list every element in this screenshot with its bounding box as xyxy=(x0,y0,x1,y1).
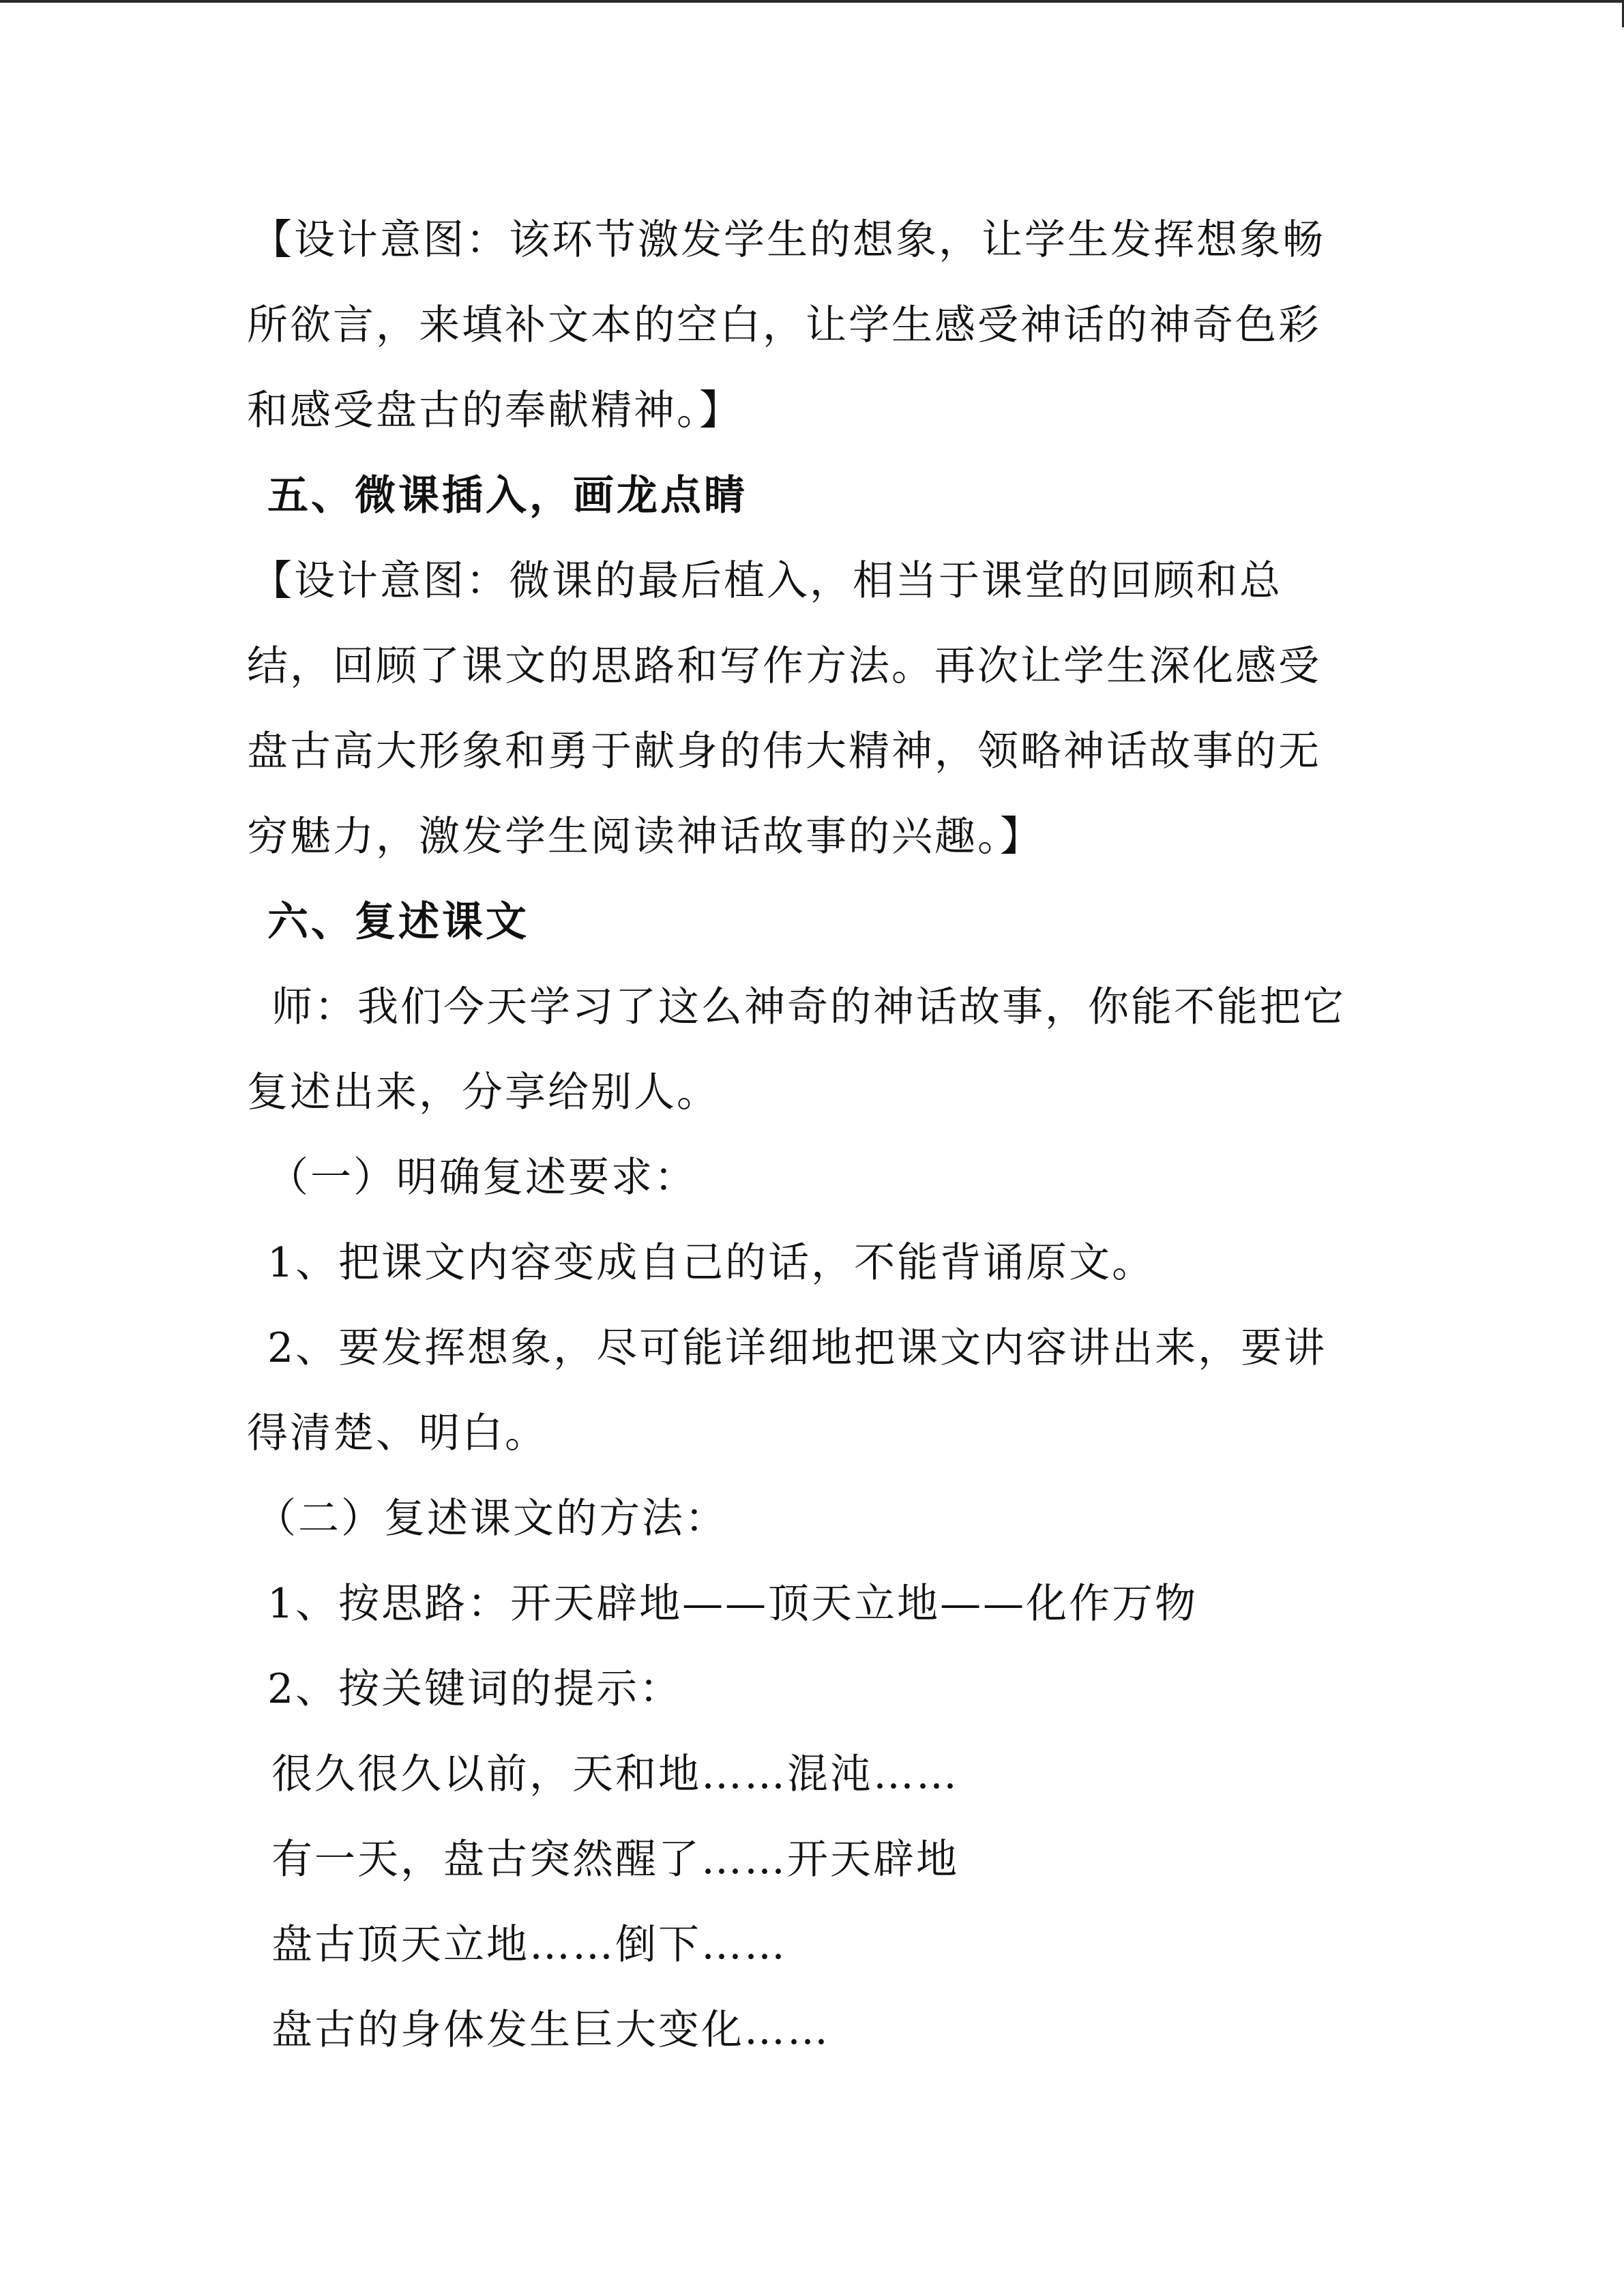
requirement-item-2-line-1: 2、要发挥想象，尽可能详细地把课文内容讲出来，要讲 xyxy=(267,1324,1327,1372)
keyword-prompt-2: 有一天，盘古突然醒了……开天辟地 xyxy=(271,1836,959,1883)
method-item-1: 1、按思路：开天辟地——顶天立地——化作万物 xyxy=(267,1580,1198,1628)
subsection-1-title: （一）明确复述要求： xyxy=(267,1154,697,1202)
keyword-prompt-4: 盘古的身体发生巨大变化…… xyxy=(271,2006,830,2054)
subsection-2-title: （二）复述课文的方法： xyxy=(255,1495,728,1542)
design-intent-paragraph-2-line-2: 结，回顾了课文的思路和写作方法。再次让学生深化感受 xyxy=(247,642,1321,690)
design-intent-paragraph-2-line-3: 盘古高大形象和勇于献身的伟大精神，领略神话故事的无 xyxy=(247,728,1321,775)
design-intent-paragraph-2-line-1: 【设计意图：微课的最后植入，相当于课堂的回顾和总 xyxy=(251,557,1282,605)
section-heading-5: 五、微课插入，画龙点睛 xyxy=(267,472,748,520)
keyword-prompt-1: 很久很久以前，天和地……混沌…… xyxy=(271,1750,959,1798)
design-intent-paragraph-1-line-3: 和感受盘古的奉献精神。】 xyxy=(247,387,742,434)
keyword-prompt-3: 盘古顶天立地……倒下…… xyxy=(271,1921,787,1969)
requirement-item-2-line-2: 得清楚、明白。 xyxy=(247,1410,548,1457)
method-item-2: 2、按关键词的提示： xyxy=(267,1665,683,1713)
design-intent-paragraph-2-line-4: 穷魅力，激发学生阅读神话故事的兴趣。】 xyxy=(247,813,1043,861)
design-intent-paragraph-1-line-2: 所欲言，来填补文本的空白，让学生感受神话的神奇色彩 xyxy=(247,301,1321,349)
design-intent-paragraph-1-line-1: 【设计意图：该环节激发学生的想象，让学生发挥想象畅 xyxy=(251,216,1325,264)
section-heading-6: 六、复述课文 xyxy=(267,898,529,946)
requirement-item-1: 1、把课文内容变成自己的话，不能背诵原文。 xyxy=(267,1239,1155,1287)
teacher-prompt-line-2: 复述出来，分享给别人。 xyxy=(247,1069,720,1116)
teacher-prompt-line-1: 师：我们今天学习了这么神奇的神话故事，你能不能把它 xyxy=(271,983,1346,1031)
